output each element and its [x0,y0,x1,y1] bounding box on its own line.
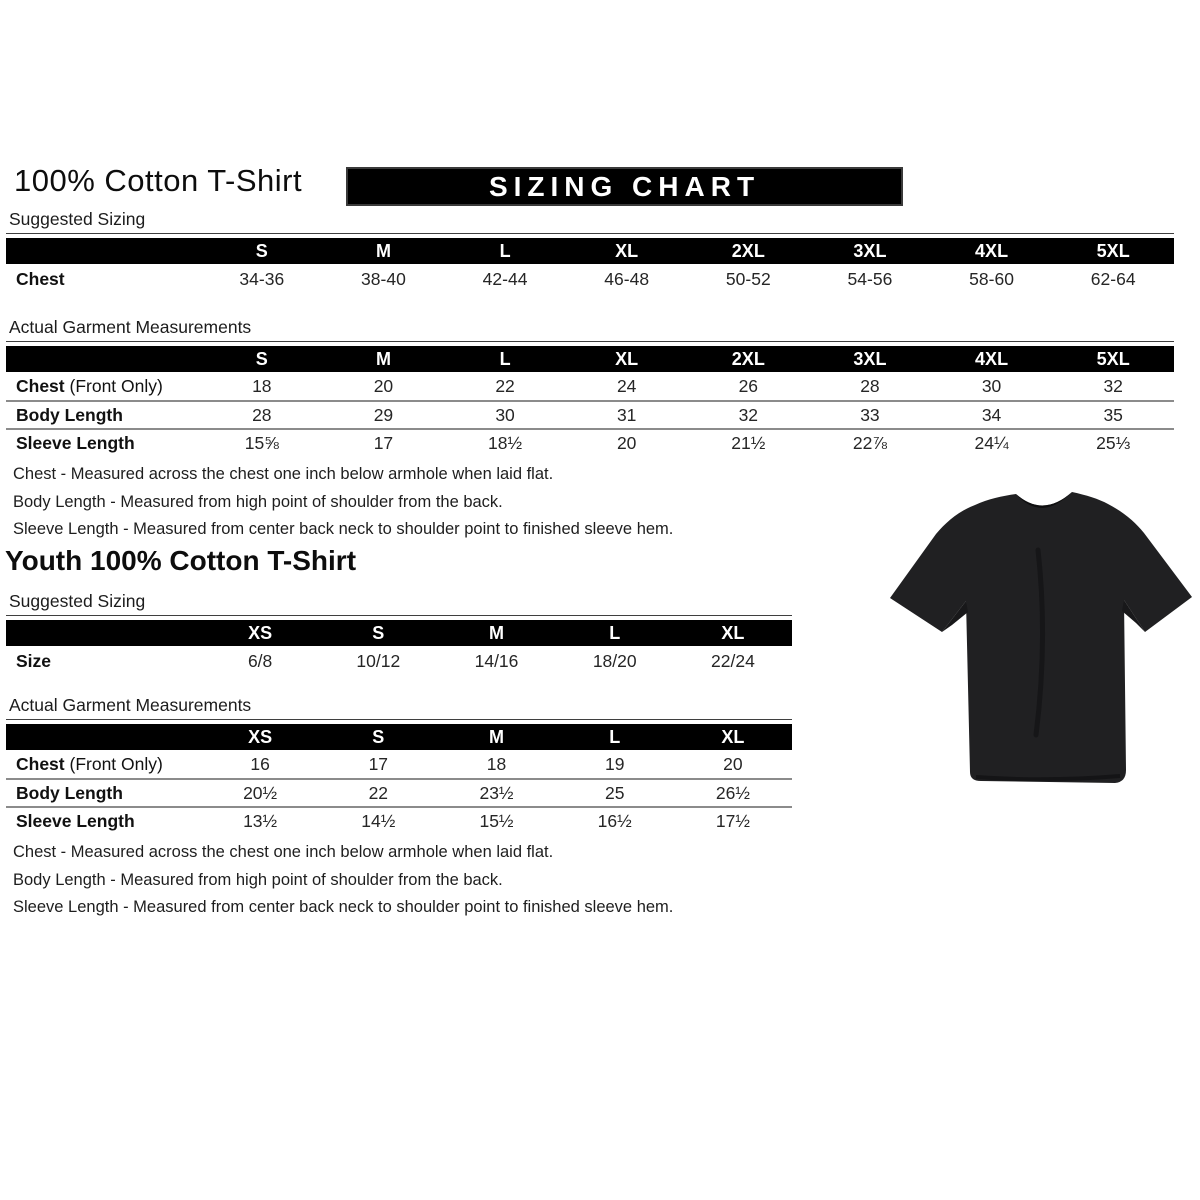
column-header: 3XL [853,240,887,261]
cell-value: 26 [738,375,759,396]
row-label [6,433,201,454]
cell-value: 25⅓ [1096,432,1131,453]
section-label: Suggested Sizing [6,209,1174,234]
measurement-note: Chest - Measured across the chest one inch below armhole when laid flat. [13,465,554,483]
adult-actual-measurements-table [6,346,1174,456]
column-header: XL [615,348,639,369]
adult-actual-measurements-section [6,317,1174,456]
row-label-text: Size [16,650,52,671]
row-label [6,811,201,832]
cell-value: 17 [368,753,389,774]
table-row [6,264,1174,294]
cell-value: 17 [373,432,394,453]
cell-value: 18 [486,753,507,774]
table-row [6,428,1174,456]
cell-value: 21½ [731,432,766,453]
column-header: S [372,622,385,643]
black-tshirt-photo [886,480,1198,804]
section-label: Actual Garment Measurements [6,317,1174,342]
row-label [6,376,201,397]
cell-value: 10/12 [356,650,401,671]
cell-value: 20 [723,753,743,774]
page-title: 100% Cotton T-Shirt [14,163,303,198]
cell-value: 32 [1103,375,1123,396]
row-label-suffix: (Front Only) [64,375,163,396]
column-header: 4XL [975,240,1009,261]
column-header: 5XL [1096,240,1130,261]
row-label-text: Sleeve Length [16,432,135,453]
row-label-text: Chest [16,753,65,774]
adult-suggested-sizing-table [6,238,1174,294]
cell-value: 35 [1103,404,1123,425]
cell-value: 31 [616,404,637,425]
cell-value: 16½ [597,810,632,831]
table-row [6,806,792,834]
adult-measurement-notes [13,461,673,544]
table-row [6,400,1174,428]
cell-value: 18 [252,375,272,396]
cell-value: 24¼ [974,432,1009,453]
cell-value: 54-56 [847,268,893,289]
row-label [6,651,201,672]
column-header: S [255,348,268,369]
cell-value: 46-48 [604,268,650,289]
column-header: L [609,726,621,747]
youth-suggested-sizing-table [6,620,792,676]
column-header: L [499,240,511,261]
cell-value: 15½ [479,810,514,831]
row-label [6,269,201,290]
column-header: M [489,622,504,643]
cell-value: 16 [250,753,270,774]
section-label: Actual Garment Measurements [6,695,792,720]
cell-value: 13½ [243,810,278,831]
cell-value: 30 [495,404,515,425]
cell-value: 20 [616,432,637,453]
cell-value: 28 [252,404,272,425]
cell-value: 14/16 [474,650,519,671]
cell-value: 32 [738,404,759,425]
cell-value: 42-44 [482,268,528,289]
row-label-text: Chest [16,268,65,289]
measurement-note: Sleeve Length - Measured from center back neck to shoulder point to finished sleeve hem. [13,520,674,538]
cell-value: 28 [860,375,880,396]
column-header: M [375,348,391,369]
cell-value: 58-60 [969,268,1014,289]
column-header: XS [248,622,273,643]
row-label-text: Body Length [16,404,123,425]
column-header: S [255,240,268,261]
cell-value: 50-52 [725,268,771,289]
cell-value: 23½ [479,782,514,803]
column-header: XS [248,726,273,747]
cell-value: 22 [368,782,389,803]
table-header-row [6,620,792,646]
row-label-suffix: (Front Only) [64,753,163,774]
cell-value: 22/24 [711,650,755,671]
row-label-text: Sleeve Length [16,810,135,831]
table-row [6,778,792,806]
column-header: 4XL [975,348,1009,369]
measurement-note: Chest - Measured across the chest one inch below armhole when laid flat. [13,843,554,861]
adult-suggested-sizing-section [6,209,1174,294]
cell-value: 18/20 [592,650,637,671]
column-header: 3XL [853,348,887,369]
cell-value: 34-36 [239,268,285,289]
youth-actual-measurements-section [6,695,792,834]
cell-value: 22 [495,375,515,396]
row-label [6,783,201,804]
table-row [6,646,792,676]
measurement-note: Sleeve Length - Measured from center back neck to shoulder point to finished sleeve hem. [13,898,674,916]
cell-value: 20 [373,375,394,396]
cell-value: 14½ [361,810,396,831]
cell-value: 30 [981,375,1002,396]
column-header: XL [721,726,745,747]
table-header-row [6,724,792,750]
cell-value: 18½ [488,432,523,453]
cell-value: 17½ [715,810,750,831]
table-row [6,372,1174,400]
column-header: XL [721,622,745,643]
cell-value: 24 [616,375,637,396]
cell-value: 6/8 [247,650,273,671]
column-header: 2XL [731,240,765,261]
measurement-note: Body Length - Measured from high point of shoulder from the back. [13,492,503,511]
sizing-chart-banner [346,167,903,206]
row-label-text: Body Length [16,782,123,803]
youth-actual-measurements-table [6,724,792,834]
column-header: M [375,240,391,261]
column-header: 5XL [1096,348,1130,369]
column-header: XL [615,240,639,261]
cell-value: 26½ [715,782,750,803]
column-header: M [489,726,504,747]
table-header-row [6,238,1174,264]
cell-value: 38-40 [361,268,406,289]
table-header-row [6,346,1174,372]
cell-value: 20½ [243,782,278,803]
row-label [6,405,201,426]
column-header: L [609,622,621,643]
black-tshirt-image [886,480,1198,804]
cell-value: 15⅝ [244,432,279,453]
cell-value: 33 [860,404,880,425]
cell-value: 25 [604,782,625,803]
column-header: L [499,348,511,369]
section-label: Suggested Sizing [6,591,792,616]
cell-value: 29 [373,404,394,425]
cell-value: 34 [981,404,1002,425]
cell-value: 22⅞ [852,432,887,453]
row-label [6,754,201,775]
youth-section-title: Youth 100% Cotton T-Shirt [5,545,357,576]
youth-suggested-sizing-section [6,591,792,676]
column-header: S [372,726,385,747]
measurement-note: Body Length - Measured from high point of shoulder from the back. [13,870,503,889]
column-header: 2XL [731,348,765,369]
row-label-text: Chest [16,375,65,396]
cell-value: 62-64 [1090,268,1136,289]
sizing-chart-banner-text: SIZING CHART [488,170,761,202]
cell-value: 19 [604,753,625,774]
table-row [6,750,792,778]
youth-measurement-notes [13,839,673,922]
